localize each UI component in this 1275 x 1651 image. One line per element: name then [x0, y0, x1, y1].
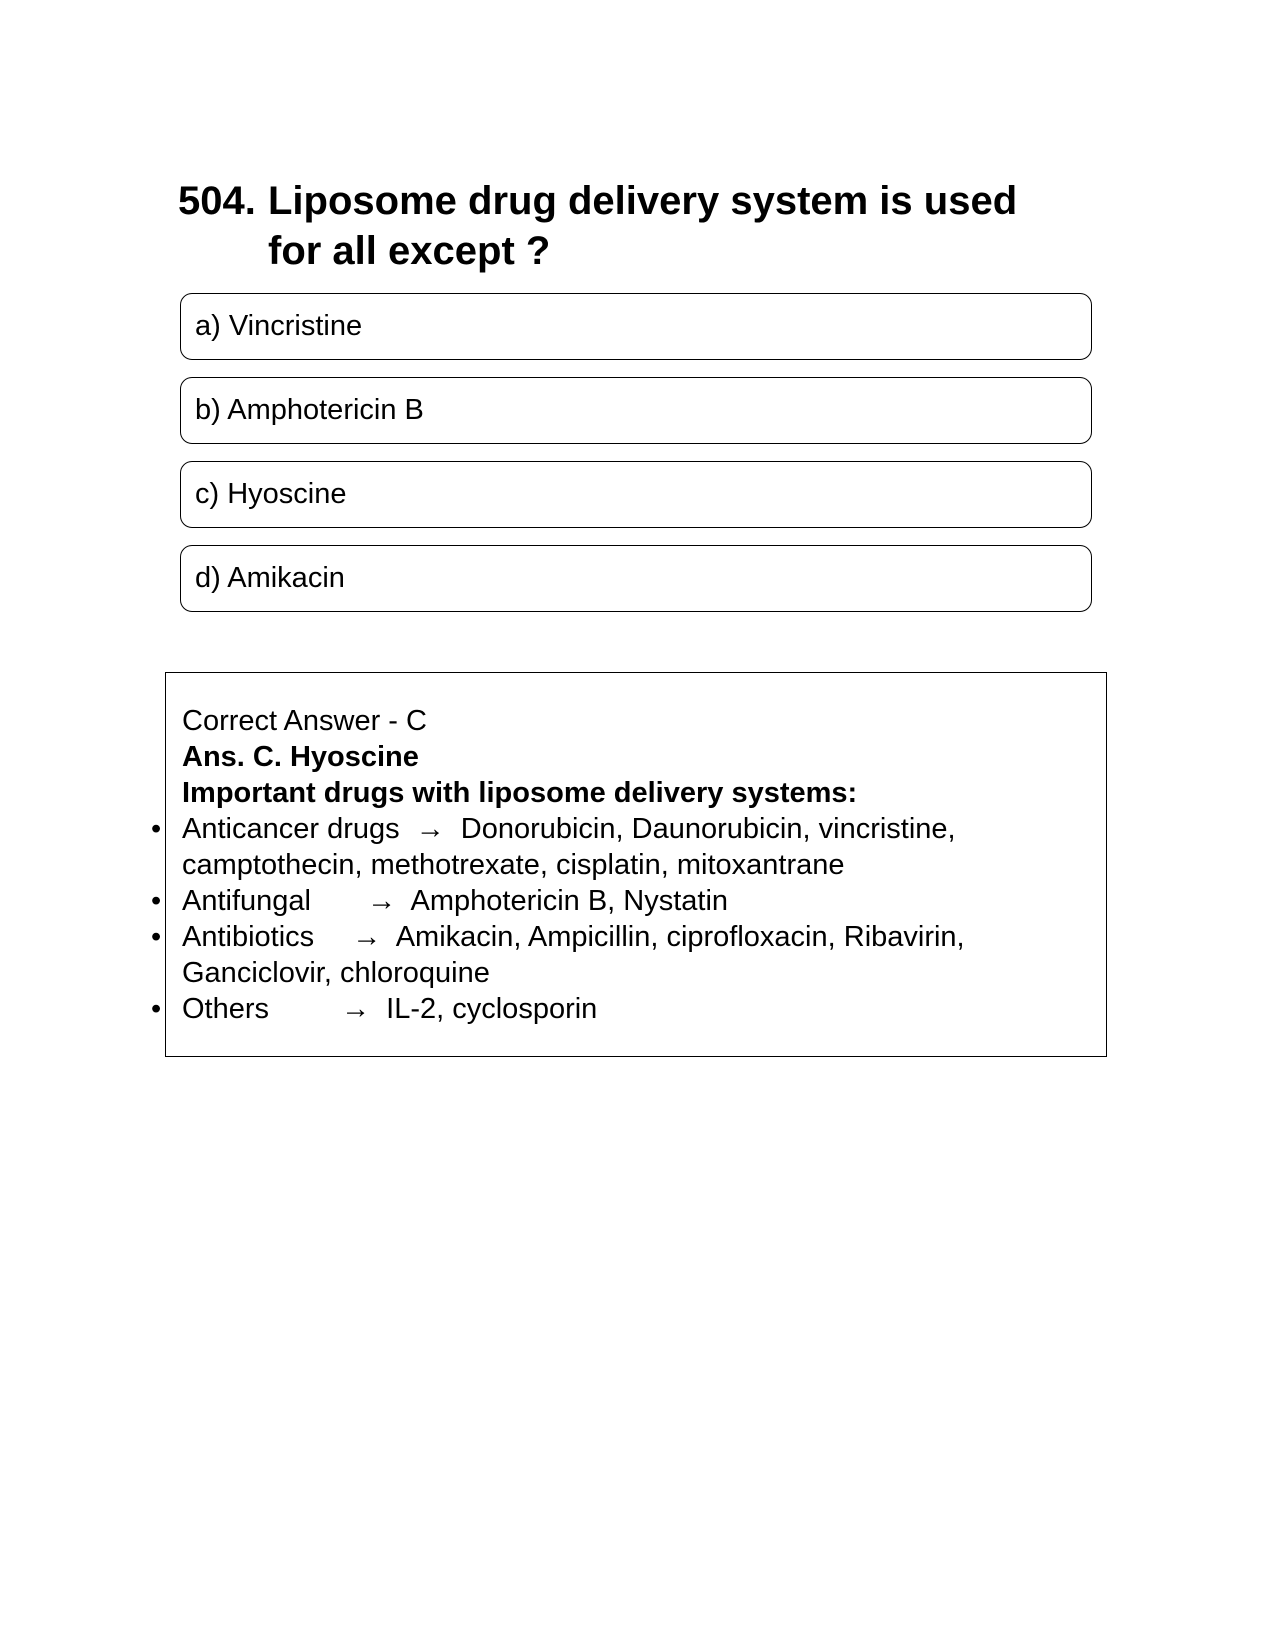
list-item: [151, 883, 1082, 919]
list-item: [151, 991, 1082, 1027]
list-item-category: Antibiotics: [182, 921, 315, 953]
arrow-right-icon: →: [352, 921, 382, 953]
correct-answer-line: Correct Answer - C: [182, 705, 427, 737]
list-item-drugs: Amikacin, Ampicillin, ciprofloxacin, Ribavirin, Ganciclovir, chloroquine: [182, 921, 965, 989]
option-c[interactable]: c) Hyoscine: [180, 461, 1092, 528]
explanation-heading: Important drugs with liposome delivery systems:: [182, 777, 858, 809]
question-heading: [178, 176, 1078, 276]
list-item-category: Anticancer drugs: [182, 813, 400, 845]
list-item-category: Antifungal: [182, 885, 311, 917]
answer-explanation-box: [151, 672, 1107, 1057]
list-item: [151, 919, 1082, 991]
arrow-right-icon: →: [367, 885, 397, 917]
list-item-drugs: Donorubicin, Daunorubicin, vincristine, camptothecin, methotrexate, cisplatin, mitoxantrane: [182, 813, 956, 881]
bullet-icon: •: [151, 921, 162, 953]
bullet-icon: •: [151, 993, 162, 1025]
arrow-right-icon: →: [415, 813, 445, 845]
option-a[interactable]: a) Vincristine: [180, 293, 1092, 360]
list-item-category: Others: [182, 993, 270, 1025]
answer-content: [151, 703, 1082, 1027]
answer-line: Ans. C. Hyoscine: [182, 741, 419, 773]
drug-list: [151, 811, 1082, 1027]
arrow-right-icon: →: [341, 993, 371, 1025]
question-text: Liposome drug delivery system is used for all except ?: [268, 179, 1018, 273]
option-d[interactable]: d) Amikacin: [180, 545, 1092, 612]
question-number: 504.: [178, 179, 256, 223]
bullet-icon: •: [151, 813, 162, 845]
list-item: [151, 811, 1082, 883]
list-item-drugs: IL-2, cyclosporin: [386, 993, 598, 1025]
options-list: [180, 293, 1092, 629]
bullet-icon: •: [151, 885, 162, 917]
list-item-drugs: Amphotericin B, Nystatin: [410, 885, 729, 917]
option-b[interactable]: b) Amphotericin B: [180, 377, 1092, 444]
